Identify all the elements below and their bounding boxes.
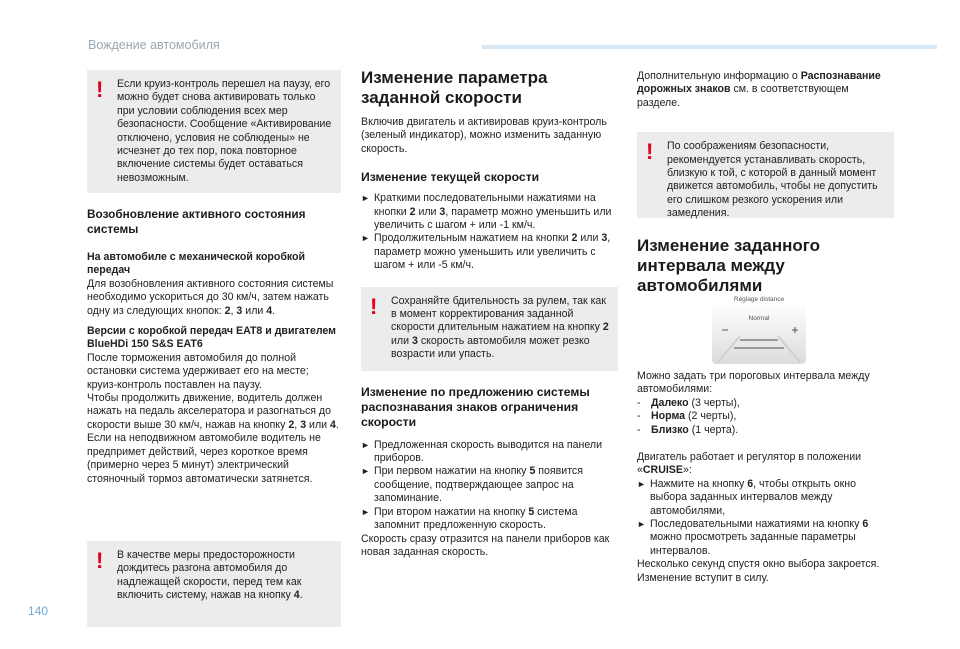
bullet-icon: ► [637, 519, 646, 530]
header-rule [482, 45, 937, 49]
section-title: Вождение автомобиля [88, 38, 220, 52]
section-heading: Возобновление активного состояния системы [87, 207, 306, 236]
list-item: ► Краткими последовательными нажатиями на кнопки 2 или 3, параметр можно уменьшить или увеличить с шагом + или -1 км/ч. [361, 192, 612, 232]
list-item: ► При первом нажатии на кнопку 5 появится сообщение, подтверждающее запрос на запоминание. [361, 465, 583, 505]
warning-text: В качестве меры предосторожности дождитесь разгона автомобиля до надлежащей скорости, перед тем как включить систему, нажав на кнопку 4. [117, 548, 303, 602]
list-item: ► Предложенная скорость выводится на панели приборов. [361, 438, 603, 465]
list-item: ► Нажмите на кнопку 6, чтобы открыть окно выбора заданных интервалов между автомобилями, [637, 477, 856, 517]
bullet-icon: ► [361, 466, 370, 477]
section-heading: Изменение заданного интервала между автомобилями [637, 236, 820, 296]
distance-setting-illustration [700, 296, 818, 368]
subheading: Версии с коробкой передач EAT8 и двигателем BlueHDi 150 S&S EAT6 [87, 325, 337, 351]
list-item: ► При втором нажатии на кнопку 5 система запомнит предложенную скорость. [361, 505, 578, 532]
warning-box [87, 70, 341, 193]
list-item: ► Продолжительным нажатием на кнопки 2 или 3, параметр можно уменьшить или увеличить с шагом + или -5 км/ч. [361, 232, 611, 272]
list-item: - Далеко (3 черты), [637, 396, 740, 409]
paragraph: После торможения автомобиля до полной остановки система удерживает его на месте; круиз-контроль поставлен на паузу. [87, 351, 309, 391]
section-heading: Изменение параметра заданной скорости [361, 68, 548, 107]
warning-icon: ! [96, 547, 104, 573]
warning-text: По соображениям безопасности, рекомендуется устанавливать скорость, близкую к той, с которой в данный момент движется автомобиль, чтобы не допустить его слишком резкого ускорения или замедления. [667, 140, 878, 220]
bullet-icon: ► [361, 193, 370, 204]
page-number: 140 [28, 604, 49, 618]
warning-text: Если круиз-контроль перешел на паузу, его можно будет снова активировать только при условии соблюдения всех мер безопасности. Сообщение «Активирование отключено, условия не соблюдены» не исчезнет до тех пор, пока повторное включение системы будет оставаться невозможным. [117, 78, 332, 184]
bullet-icon: ► [637, 478, 646, 489]
column-right [637, 70, 894, 296]
paragraph: Если на неподвижном автомобиле водитель не предпримет действий, через короткое время (примерно через 5 минут) электрический стояночный тормоз автоматически затянется. [87, 432, 321, 485]
paragraph: Включив двигатель и активировав круиз-контроль (зеленый индикатор), можно изменить заданную скорость. [361, 116, 607, 155]
list-item: ► Последовательными нажатиями на кнопку 6 можно просмотреть заданные параметры интервалов. [637, 518, 869, 557]
paragraph: Несколько секунд спустя окно выбора закроется. Изменение вступит в силу. [637, 558, 880, 584]
subheading: Изменение по предложению системы распознавания знаков ограничения скорости [361, 384, 590, 429]
illustration-title: Réglage distance [733, 296, 785, 303]
subheading: На автомобиле с механической коробкой передач [87, 251, 306, 277]
column-middle [361, 70, 618, 559]
lane-icon [700, 296, 818, 368]
warning-box [87, 541, 341, 627]
paragraph: Дополнительную информацию о Распознавание дорожных знаков см. в соответствующем разделе. [637, 70, 881, 109]
column-right-lower [637, 370, 894, 585]
column-left [87, 70, 341, 627]
warning-icon: ! [646, 139, 654, 165]
paragraph: Двигатель работает и регулятор в положении «CRUISE»: [637, 451, 862, 477]
warning-text: Сохраняйте бдительность за рулем, так как в момент корректирования заданной скорости длительным нажатием на кнопку 2 или 3 скорость автомобиля может резко возрасти или упасть. [391, 294, 609, 361]
warning-box [361, 287, 618, 371]
paragraph: Можно задать три пороговых интервала между автомобилями: [637, 370, 870, 396]
warning-icon: ! [96, 77, 104, 102]
bullet-icon: ► [361, 233, 370, 244]
list-item: - Норма (2 черты), [637, 410, 737, 423]
warning-box [637, 132, 894, 218]
subheading: Изменение текущей скорости [361, 170, 540, 185]
illustration-value: Normal [748, 315, 770, 322]
bullet-icon: ► [361, 439, 370, 450]
list-item: - Близко (1 черта). [637, 423, 739, 436]
paragraph: Скорость сразу отразится на панели приборов как новая заданная скорость. [361, 532, 610, 558]
paragraph: Чтобы продолжить движение, водитель должен нажать на педаль акселератора и разогнаться до скорости выше 30 км/ч, нажав на кнопку 2, 3 или 4. [87, 392, 339, 431]
bullet-icon: ► [361, 506, 370, 517]
paragraph: Для возобновления активного состояния системы необходимо ускориться до 30 км/ч, затем нажать одну из следующих кнопок: 2, 3 или 4. [87, 277, 334, 317]
warning-icon: ! [370, 293, 378, 319]
